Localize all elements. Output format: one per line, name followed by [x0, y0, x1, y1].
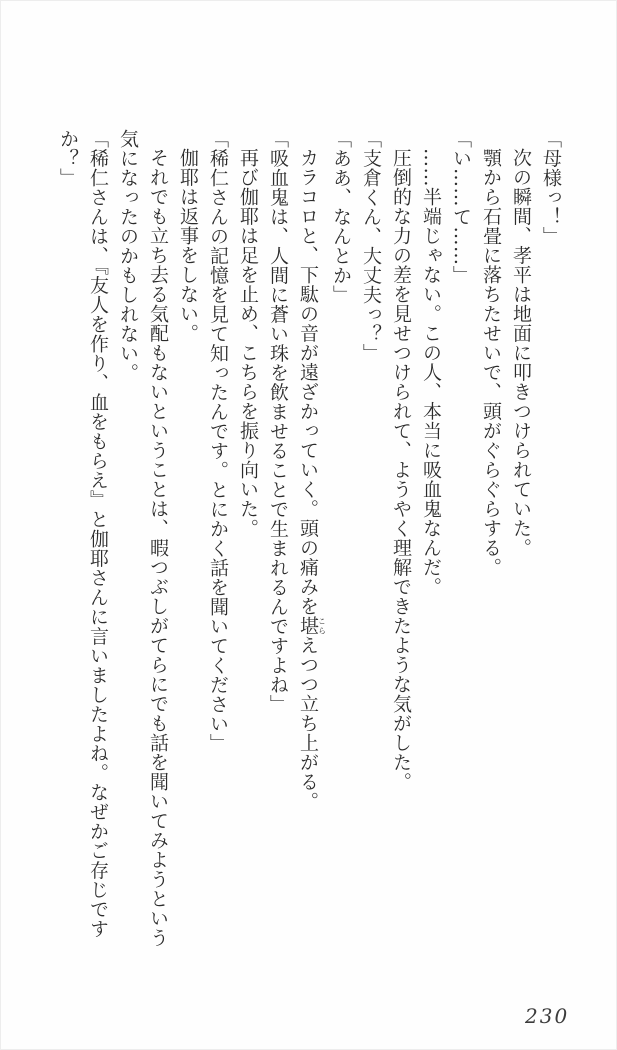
furigana-ruby: 堪こら: [297, 616, 327, 636]
text-column: ……半端じゃない。この人、本当に吸血鬼なんだ。: [420, 148, 442, 597]
text-column: それでも立ち去る気配もないということは、暇つぶしがてらにでも話を聞いてみようという: [147, 148, 169, 948]
text-column: 伽耶は返事をしない。: [177, 148, 199, 343]
text-column: 「支倉くん、大丈夫っ？」: [360, 129, 382, 363]
text-column: 次の瞬間、孝平は地面に叩きつけられていた。: [510, 148, 532, 558]
text-column: 「ああ、なんとか」: [330, 129, 352, 305]
text-column: 「稀仁さんの記憶を見て知ったんです。とにかく話を聞いてください」: [207, 129, 229, 753]
text-column: 気になったのかもしれない。: [117, 129, 139, 383]
text-column: 再び伽耶は足を止め、こちらを振り向いた。: [237, 148, 259, 538]
text-column: 顎から石畳に落ちたせいで、頭がぐらぐらする。: [480, 148, 502, 577]
novel-text-block: [53, 129, 566, 981]
page-number: 230: [525, 1004, 570, 1028]
text-column: 「吸血鬼は、人間に蒼い珠を飲ませることで生まれるんですよね」: [267, 129, 289, 714]
text-column: 「稀仁さんは、『友人を作り、血をもらえ』と伽耶さんに言いましたよね。なぜかご存じです: [87, 129, 109, 939]
text-column: 圧倒的な力の差を見せつけられて、ようやく理解できたような気がした。: [390, 148, 412, 792]
text-column: 「い……て……」: [450, 129, 472, 285]
text-column: 「母様っ！」: [540, 129, 562, 246]
text-column: か？」: [57, 129, 79, 188]
text-column: カラコロと、下駄の音が遠ざかっていく。頭の痛みを堪こらえつつ立ち上がる。: [297, 148, 327, 811]
